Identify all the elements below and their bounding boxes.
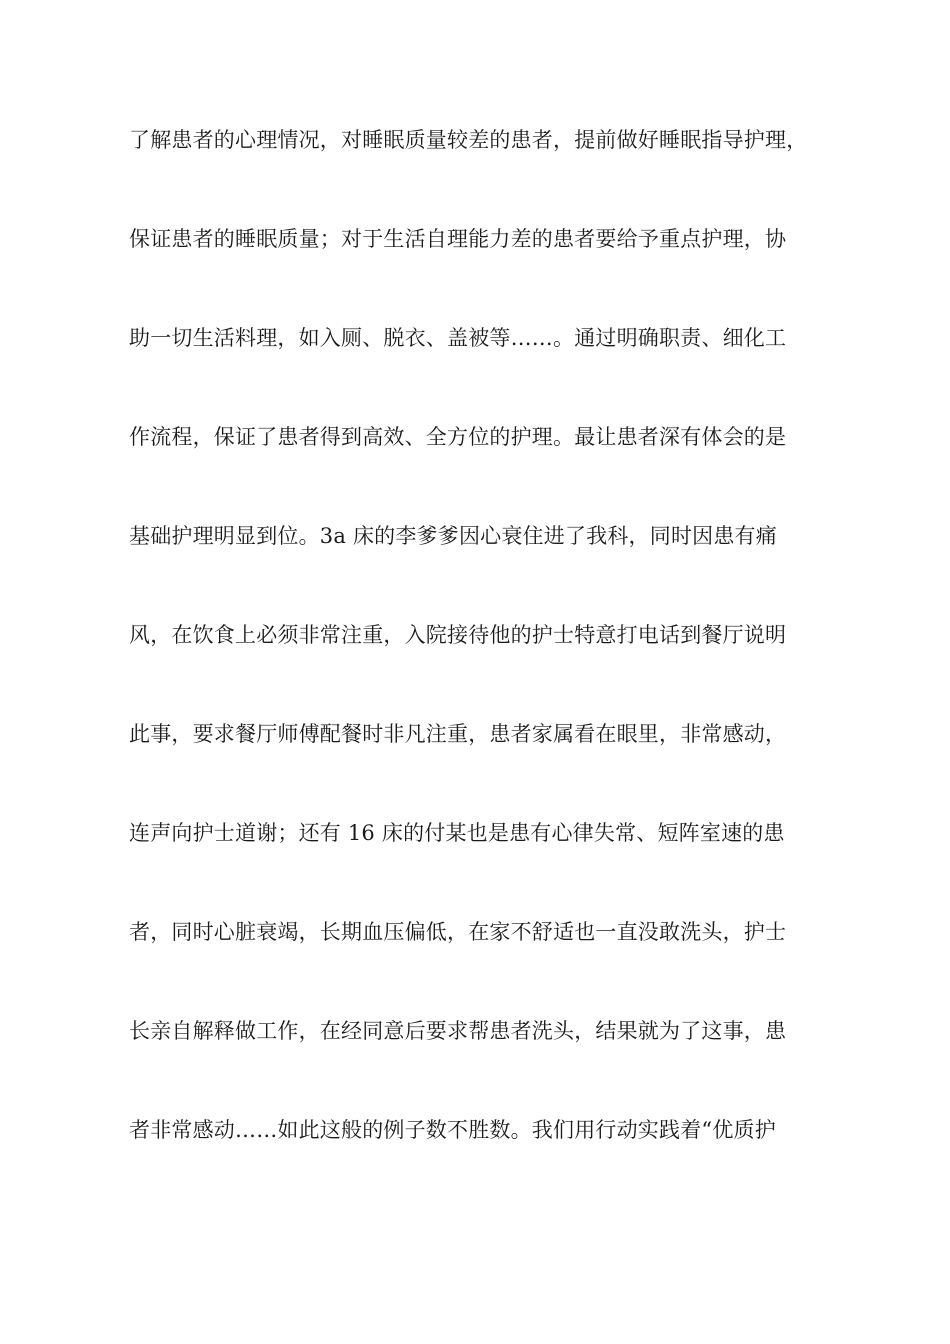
text-line: 此事，要求餐厅师傅配餐时非凡注重，患者家属看在眼里，非常感动， [129, 722, 787, 746]
text-line: 者非常感动……如此这般的例子数不胜数。我们用行动实践着“优质护 [129, 1118, 776, 1142]
text-line: 作流程，保证了患者得到高效、全方位的护理。最让患者深有体会的是 [129, 425, 787, 449]
text-line: 长亲自解释做工作，在经同意后要求帮患者洗头，结果就为了这事，患 [129, 1019, 787, 1043]
text-line: 助一切生活料理，如入厕、脱衣、盖被等……。通过明确职责、细化工 [129, 326, 787, 350]
body-text [129, 122, 829, 1211]
text-line: 保证患者的睡眠质量；对于生活自理能力差的患者要给予重点护理，协 [129, 227, 787, 251]
text-line: 连声向护士道谢；还有 16 床的付某也是患有心律失常、短阵室速的患 [129, 821, 785, 845]
text-line: 了解患者的心理情况，对睡眠质量较差的患者，提前做好睡眠指导护理， [129, 128, 808, 152]
text-line: 风，在饮食上必须非常注重，入院接待他的护士特意打电话到餐厅说明 [129, 623, 787, 647]
text-line: 基础护理明显到位。3a 床的李爹爹因心衰住进了我科，同时因患有痛 [129, 524, 777, 548]
text-line: 者，同时心脏衰竭，长期血压偏低，在家不舒适也一直没敢洗头，护士 [129, 920, 787, 944]
